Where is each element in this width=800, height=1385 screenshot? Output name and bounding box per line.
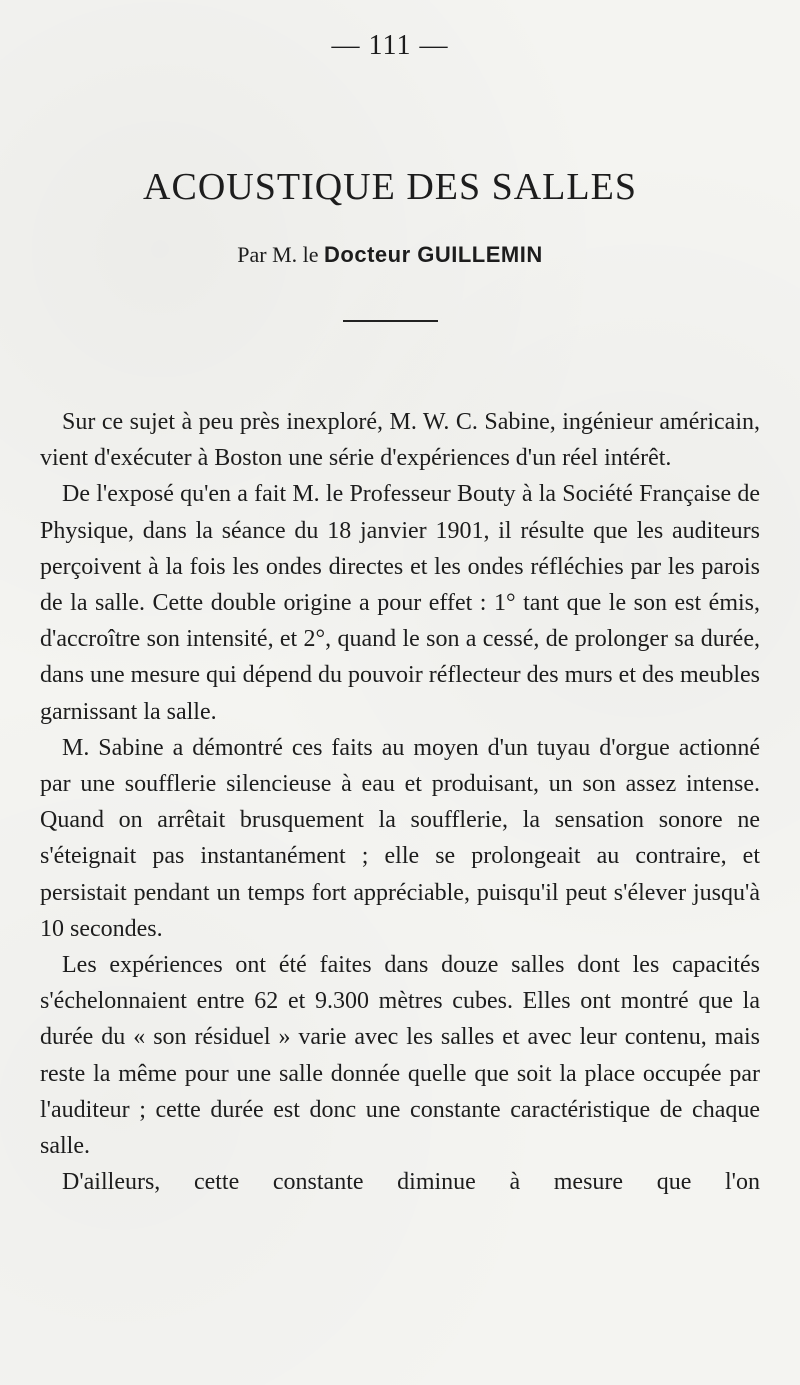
paragraph-3: M. Sabine a démontré ces faits au moyen d'un tuyau d'orgue actionné par une soufflerie silencieuse à eau et produisant, un son assez intense. Quand on arrêtait brusquement la soufflerie, la sensation sonore ne s'éteignait pas instantanément ; elle se prolongeait au contraire, et persistait pendant un temps fort appréciable, puisqu'il peut s'élever jusqu'à 10 secondes. — [40, 734, 760, 942]
page-title: ACOUSTIQUE DES SALLES — [143, 166, 637, 208]
section-divider — [343, 320, 438, 322]
paragraph-1: Sur ce sujet à peu près inexploré, M. W. C. Sabine, ingénieur américain, vient d'exécuter à Boston une série d'expériences d'un réel intérêt. — [40, 409, 760, 472]
article-body — [40, 404, 760, 1200]
paragraph-5: D'ailleurs, cette constante diminue à mesure que l'on — [62, 1169, 760, 1196]
page-number: — 111 — — [331, 30, 449, 61]
author-name: Docteur GUILLEMIN — [324, 242, 543, 267]
byline-prefix: Par M. le — [237, 242, 325, 267]
paragraph-2: De l'exposé qu'en a fait M. le Professeur Bouty à la Société Française de Physique, dans la séance du 18 janvier 1901, il résulte que les auditeurs perçoivent à la fois les ondes directes et les ondes réfléchies par les parois de la salle. Cette double origine a pour effet : 1° tant que le son est émis, d'accroître son intensité, et 2°, quand le son a cessé, de prolonger sa durée, dans une mesure qui dépend du pouvoir réflecteur des murs et des meubles garnissant la salle. — [40, 481, 760, 725]
paragraph-4: Les expériences ont été faites dans douze salles dont les capacités s'échelonnaient entre 62 et 9.300 mètres cubes. Elles ont montré que la durée du « son résiduel » varie avec les salles et avec leur contenu, mais reste la même pour une salle donnée quelle que soit la place occupée par l'auditeur ; cette durée est donc une constante caractéristique de chaque salle. — [40, 952, 760, 1160]
author-byline — [0, 242, 780, 268]
